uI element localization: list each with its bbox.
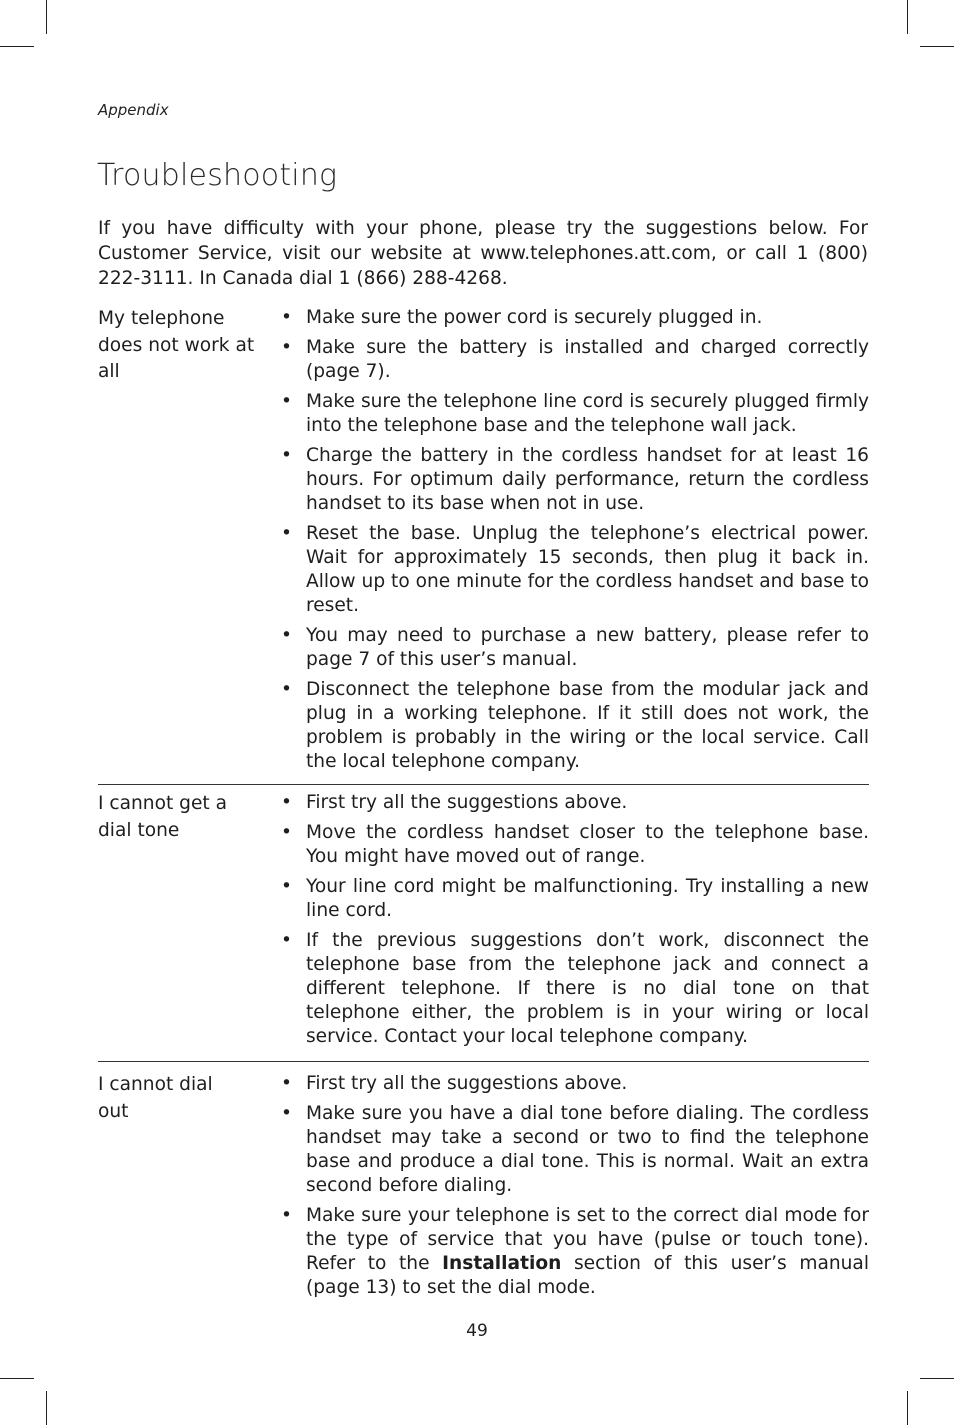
crop-mark — [46, 1391, 47, 1425]
suggestion-item: • Move the cordless handset closer to the telephone base. You might have moved out of range. — [278, 821, 869, 869]
page-number: 49 — [466, 1321, 488, 1341]
suggestion-item: • If the previous suggestions don’t work, disconnect the telephone base from the telephone jack and connect a different telephone. If there is no dial tone on that telephone either, the problem is in your wiring or local service. Contact your local telephone company. — [278, 929, 869, 1049]
text-segment: Make sure your telephone is set to the correct dial mode for the type of service that you have (pulse or touch tone). Refer to the — [306, 1205, 869, 1274]
installation-reference: Installation — [442, 1253, 562, 1274]
suggestion-item: • Make sure the telephone line cord is securely plugged firmly into the telephone base and the telephone wall jack. — [278, 390, 869, 438]
crop-mark — [0, 46, 34, 47]
suggestion-item: • Disconnect the telephone base from the modular jack and plug in a working telephone. If it still does not work, the problem is probably in the wiring or the local service. Call the local telephone company. — [278, 678, 869, 774]
suggestion-list — [278, 791, 869, 1055]
section-label: Appendix — [98, 101, 169, 119]
crop-mark — [920, 46, 954, 47]
suggestion-item: • First try all the suggestions above. — [278, 1072, 869, 1096]
suggestion-item: • Reset the base. Unplug the telephone’s electrical power. Wait for approximately 15 seconds, then plug it back in. Allow up to one minute for the cordless handset and base to reset. — [278, 522, 869, 618]
suggestion-item: • Your line cord might be malfunctioning. Try installing a new line cord. — [278, 875, 869, 923]
crop-mark — [0, 1378, 34, 1379]
text-segment: section of this user’s manual (page 13) to set the dial mode. — [306, 1253, 869, 1298]
suggestion-list — [278, 1072, 869, 1306]
problem-label: I cannot get a dial tone — [98, 793, 227, 841]
crop-mark — [46, 0, 47, 34]
divider — [98, 784, 869, 785]
problem-label: I cannot dial out — [98, 1074, 213, 1122]
suggestion-item: • Make sure you have a dial tone before dialing. The cordless handset may take a second or two to find the telephone base and produce a dial tone. This is normal. Wait an extra second before dialing. — [278, 1102, 869, 1198]
suggestion-item: • First try all the suggestions above. — [278, 791, 869, 815]
suggestion-list — [278, 306, 869, 780]
suggestion-item — [278, 1204, 869, 1300]
suggestion-item: • Charge the battery in the cordless handset for at least 16 hours. For optimum daily performance, return the cordless handset to its base when not in use. — [278, 444, 869, 516]
suggestion-item: • You may need to purchase a new battery, please refer to page 7 of this user’s manual. — [278, 624, 869, 672]
suggestion-item: • Make sure the battery is installed and charged correctly (page 7). — [278, 336, 869, 384]
divider — [98, 1061, 869, 1062]
crop-mark — [907, 1391, 908, 1425]
page-title: Troubleshooting — [97, 158, 338, 193]
intro-paragraph: If you have difficulty with your phone, please try the suggestions below. For Customer Service, visit our website at www.telephones.att.com, or call 1 (800) 222-3111. In Canada dial 1 (866) 288-4268. — [98, 218, 868, 289]
crop-mark — [920, 1378, 954, 1379]
crop-mark — [907, 0, 908, 34]
problem-label: My telephone does not work at all — [98, 308, 255, 382]
suggestion-item: • Make sure the power cord is securely plugged in. — [278, 306, 869, 330]
